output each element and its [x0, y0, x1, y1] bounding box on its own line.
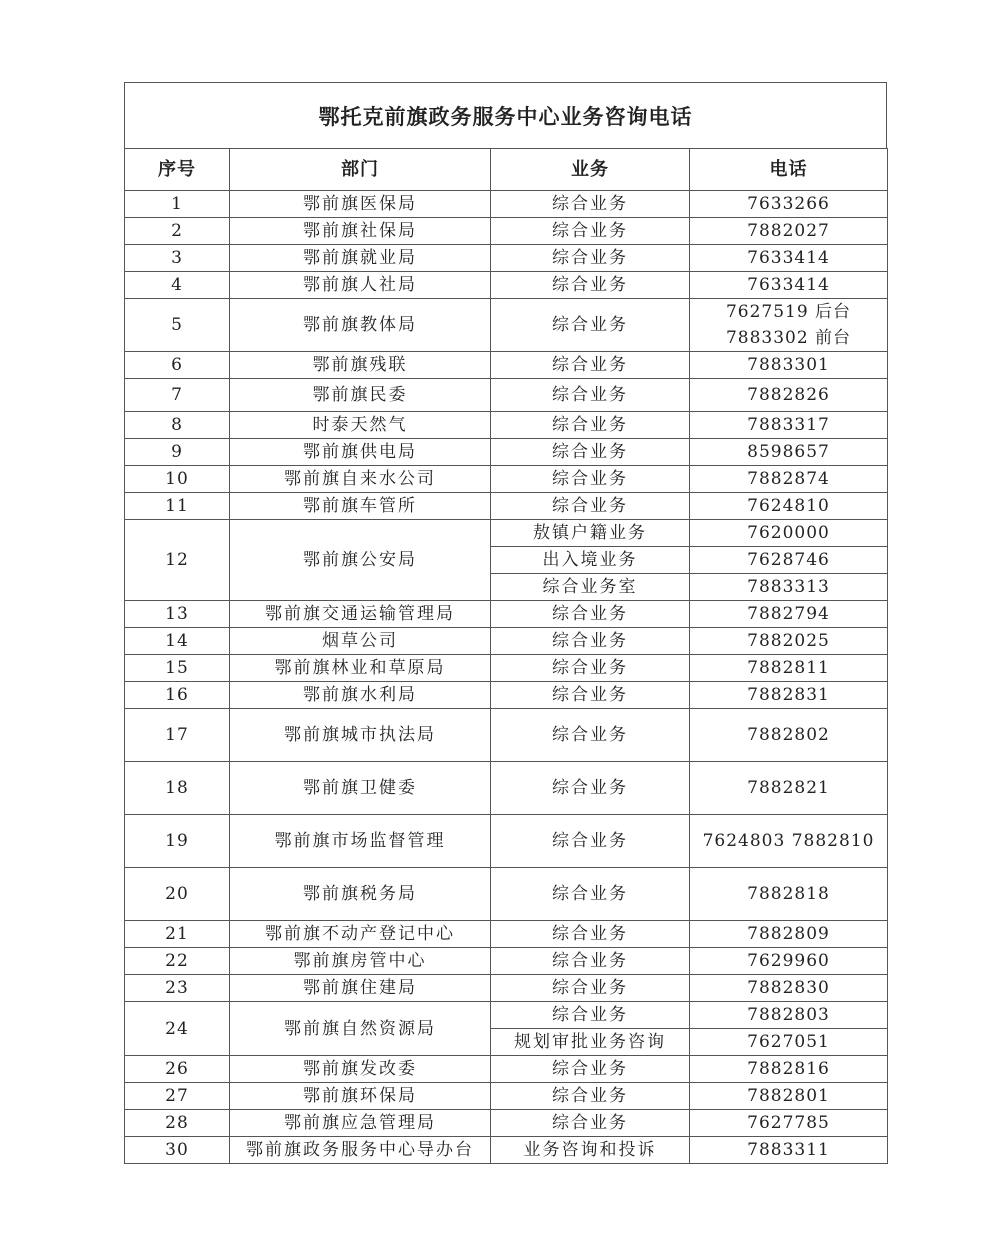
- phone-line: 7882816: [747, 1059, 830, 1079]
- phone-cell: 7627051: [690, 1029, 888, 1056]
- table-row: [125, 352, 888, 379]
- table-row: [125, 1083, 888, 1110]
- biz-cell: 综合业务: [491, 412, 690, 439]
- phone-line: 7633414: [747, 275, 830, 295]
- phone-cell: [690, 191, 888, 218]
- phone-cell: [690, 439, 888, 466]
- biz-cell: 综合业务: [491, 1056, 690, 1083]
- dept-cell: 鄂前旗政务服务中心导办台: [230, 1137, 491, 1164]
- seq-cell: 11: [125, 493, 230, 520]
- dept-cell: 烟草公司: [230, 628, 491, 655]
- phone-line: 7882794: [747, 604, 830, 624]
- table-row: [125, 762, 888, 815]
- table-row: [125, 601, 888, 628]
- dept-cell: 鄂前旗税务局: [230, 868, 491, 921]
- phone-cell: [690, 868, 888, 921]
- phone-line: 7624810: [747, 496, 830, 516]
- phone-line: 7883317: [747, 415, 830, 435]
- header-biz: 业务: [491, 149, 690, 191]
- table-row: [125, 191, 888, 218]
- table-row: [125, 439, 888, 466]
- dept-cell: 鄂前旗社保局: [230, 218, 491, 245]
- title-box: [124, 82, 887, 148]
- phone-cell: [690, 352, 888, 379]
- biz-cell: 综合业务: [491, 868, 690, 921]
- header-dept: 部门: [230, 149, 491, 191]
- biz-cell: 综合业务: [491, 762, 690, 815]
- header-phone: 电话: [690, 149, 888, 191]
- table-row: [125, 299, 888, 352]
- phone-line: 7633414: [747, 248, 830, 268]
- dept-cell: 鄂前旗民委: [230, 379, 491, 412]
- biz-cell: 业务咨询和投诉: [491, 1137, 690, 1164]
- dept-cell: 鄂前旗公安局: [230, 520, 491, 601]
- phone-cell: [690, 1110, 888, 1137]
- phone-line: 7882830: [747, 978, 830, 998]
- phone-line: 7882831: [747, 685, 830, 705]
- table-row: [125, 682, 888, 709]
- header-seq: 序号: [125, 149, 230, 191]
- seq-cell: 3: [125, 245, 230, 272]
- table-row: [125, 245, 888, 272]
- table-row: [125, 1137, 888, 1164]
- contact-table: [124, 148, 888, 1164]
- dept-cell: 鄂前旗供电局: [230, 439, 491, 466]
- table-row: [125, 379, 888, 412]
- phone-cell: [690, 921, 888, 948]
- seq-cell: 13: [125, 601, 230, 628]
- phone-cell: 7628746: [690, 547, 888, 574]
- seq-cell: 17: [125, 709, 230, 762]
- phone-line: 7882025: [747, 631, 830, 651]
- phone-cell: [690, 1083, 888, 1110]
- dept-cell: 鄂前旗发改委: [230, 1056, 491, 1083]
- seq-cell: 27: [125, 1083, 230, 1110]
- dept-cell: 鄂前旗住建局: [230, 975, 491, 1002]
- seq-cell: 18: [125, 762, 230, 815]
- biz-cell: 综合业务室: [491, 574, 690, 601]
- seq-cell: 6: [125, 352, 230, 379]
- phone-cell: [690, 601, 888, 628]
- phone-cell: [690, 1137, 888, 1164]
- phone-cell: [690, 299, 888, 352]
- table-row: [125, 628, 888, 655]
- phone-cell: [690, 466, 888, 493]
- phone-line: 7633266: [747, 194, 830, 214]
- dept-cell: 时泰天然气: [230, 412, 491, 439]
- dept-cell: 鄂前旗自来水公司: [230, 466, 491, 493]
- dept-cell: 鄂前旗教体局: [230, 299, 491, 352]
- phone-line: 7627519 后台: [725, 302, 852, 322]
- seq-cell: 20: [125, 868, 230, 921]
- phone-cell: [690, 682, 888, 709]
- dept-cell: 鄂前旗人社局: [230, 272, 491, 299]
- phone-line: 7882801: [747, 1086, 830, 1106]
- table-row: [125, 1002, 888, 1029]
- phone-line-2: 7883302 前台: [725, 328, 852, 348]
- biz-cell: 综合业务: [491, 921, 690, 948]
- seq-cell: 2: [125, 218, 230, 245]
- table-row: [125, 655, 888, 682]
- seq-cell: 22: [125, 948, 230, 975]
- phone-cell: 7883313: [690, 574, 888, 601]
- seq-cell: 24: [125, 1002, 230, 1056]
- phone-cell: [690, 272, 888, 299]
- seq-cell: 30: [125, 1137, 230, 1164]
- table-row: [125, 948, 888, 975]
- phone-cell: 7620000: [690, 520, 888, 547]
- dept-cell: 鄂前旗环保局: [230, 1083, 491, 1110]
- biz-cell: 综合业务: [491, 628, 690, 655]
- biz-cell: 综合业务: [491, 948, 690, 975]
- biz-cell: 综合业务: [491, 709, 690, 762]
- table-row: [125, 520, 888, 547]
- table-row: [125, 466, 888, 493]
- biz-cell: 综合业务: [491, 975, 690, 1002]
- phone-line: 7882811: [747, 658, 830, 678]
- seq-cell: 9: [125, 439, 230, 466]
- biz-cell: 综合业务: [491, 245, 690, 272]
- dept-cell: 鄂前旗水利局: [230, 682, 491, 709]
- phone-line: 7629960: [747, 951, 830, 971]
- biz-cell: 综合业务: [491, 191, 690, 218]
- biz-cell: 综合业务: [491, 493, 690, 520]
- phone-line: 7624803 7882810: [702, 831, 875, 851]
- phone-line: 7882874: [747, 469, 830, 489]
- seq-cell: 15: [125, 655, 230, 682]
- seq-cell: 21: [125, 921, 230, 948]
- phone-cell: [690, 948, 888, 975]
- phone-cell: [690, 655, 888, 682]
- seq-cell: 1: [125, 191, 230, 218]
- phone-cell: [690, 709, 888, 762]
- biz-cell: 出入境业务: [491, 547, 690, 574]
- seq-cell: 12: [125, 520, 230, 601]
- dept-cell: 鄂前旗房管中心: [230, 948, 491, 975]
- dept-cell: 鄂前旗应急管理局: [230, 1110, 491, 1137]
- biz-cell: 综合业务: [491, 1110, 690, 1137]
- biz-cell: 规划审批业务咨询: [491, 1029, 690, 1056]
- biz-cell: 综合业务: [491, 299, 690, 352]
- seq-cell: 7: [125, 379, 230, 412]
- header-row: [125, 149, 888, 191]
- dept-cell: 鄂前旗自然资源局: [230, 1002, 491, 1056]
- phone-line: 7882818: [747, 884, 830, 904]
- dept-cell: 鄂前旗林业和草原局: [230, 655, 491, 682]
- phone-line: 7882821: [747, 778, 830, 798]
- table-row: [125, 412, 888, 439]
- dept-cell: 鄂前旗市场监督管理: [230, 815, 491, 868]
- phone-cell: [690, 815, 888, 868]
- biz-cell: 综合业务: [491, 466, 690, 493]
- phone-cell: [690, 1056, 888, 1083]
- seq-cell: 26: [125, 1056, 230, 1083]
- phone-cell: [690, 245, 888, 272]
- phone-line: 7882826: [747, 385, 830, 405]
- dept-cell: 鄂前旗卫健委: [230, 762, 491, 815]
- seq-cell: 28: [125, 1110, 230, 1137]
- table-row: [125, 218, 888, 245]
- phone-line: 7882809: [747, 924, 830, 944]
- table-row: [125, 1110, 888, 1137]
- phone-cell: [690, 412, 888, 439]
- dept-cell: 鄂前旗残联: [230, 352, 491, 379]
- biz-cell: 敖镇户籍业务: [491, 520, 690, 547]
- dept-cell: 鄂前旗车管所: [230, 493, 491, 520]
- table-row: [125, 975, 888, 1002]
- dept-cell: 鄂前旗城市执法局: [230, 709, 491, 762]
- biz-cell: 综合业务: [491, 601, 690, 628]
- table-row: [125, 272, 888, 299]
- dept-cell: 鄂前旗交通运输管理局: [230, 601, 491, 628]
- phone-cell: 7882803: [690, 1002, 888, 1029]
- biz-cell: 综合业务: [491, 379, 690, 412]
- phone-cell: [690, 628, 888, 655]
- table-row: [125, 815, 888, 868]
- biz-cell: 综合业务: [491, 682, 690, 709]
- seq-cell: 10: [125, 466, 230, 493]
- seq-cell: 5: [125, 299, 230, 352]
- biz-cell: 综合业务: [491, 1002, 690, 1029]
- dept-cell: 鄂前旗就业局: [230, 245, 491, 272]
- seq-cell: 8: [125, 412, 230, 439]
- phone-cell: [690, 493, 888, 520]
- biz-cell: 综合业务: [491, 218, 690, 245]
- biz-cell: 综合业务: [491, 272, 690, 299]
- biz-cell: 综合业务: [491, 1083, 690, 1110]
- dept-cell: 鄂前旗医保局: [230, 191, 491, 218]
- biz-cell: 综合业务: [491, 655, 690, 682]
- phone-line: 7627785: [747, 1113, 830, 1133]
- contact-sheet: [124, 82, 887, 1164]
- dept-cell: 鄂前旗不动产登记中心: [230, 921, 491, 948]
- table-row: [125, 921, 888, 948]
- seq-cell: 4: [125, 272, 230, 299]
- phone-cell: [690, 762, 888, 815]
- phone-line: 7882802: [747, 725, 830, 745]
- seq-cell: 23: [125, 975, 230, 1002]
- phone-cell: [690, 975, 888, 1002]
- phone-line: 7883311: [747, 1140, 830, 1160]
- table-row: [125, 709, 888, 762]
- table-title: 鄂托克前旗政务服务中心业务咨询电话: [318, 103, 693, 129]
- biz-cell: 综合业务: [491, 352, 690, 379]
- phone-line: 7882027: [747, 221, 830, 241]
- biz-cell: 综合业务: [491, 439, 690, 466]
- table-row: [125, 493, 888, 520]
- table-row: [125, 868, 888, 921]
- phone-cell: [690, 218, 888, 245]
- seq-cell: 19: [125, 815, 230, 868]
- seq-cell: 14: [125, 628, 230, 655]
- table-body: [125, 191, 888, 1164]
- phone-cell: [690, 379, 888, 412]
- table-row: [125, 1056, 888, 1083]
- phone-line: 7883301: [747, 355, 830, 375]
- phone-line: 8598657: [747, 442, 830, 462]
- seq-cell: 16: [125, 682, 230, 709]
- biz-cell: 综合业务: [491, 815, 690, 868]
